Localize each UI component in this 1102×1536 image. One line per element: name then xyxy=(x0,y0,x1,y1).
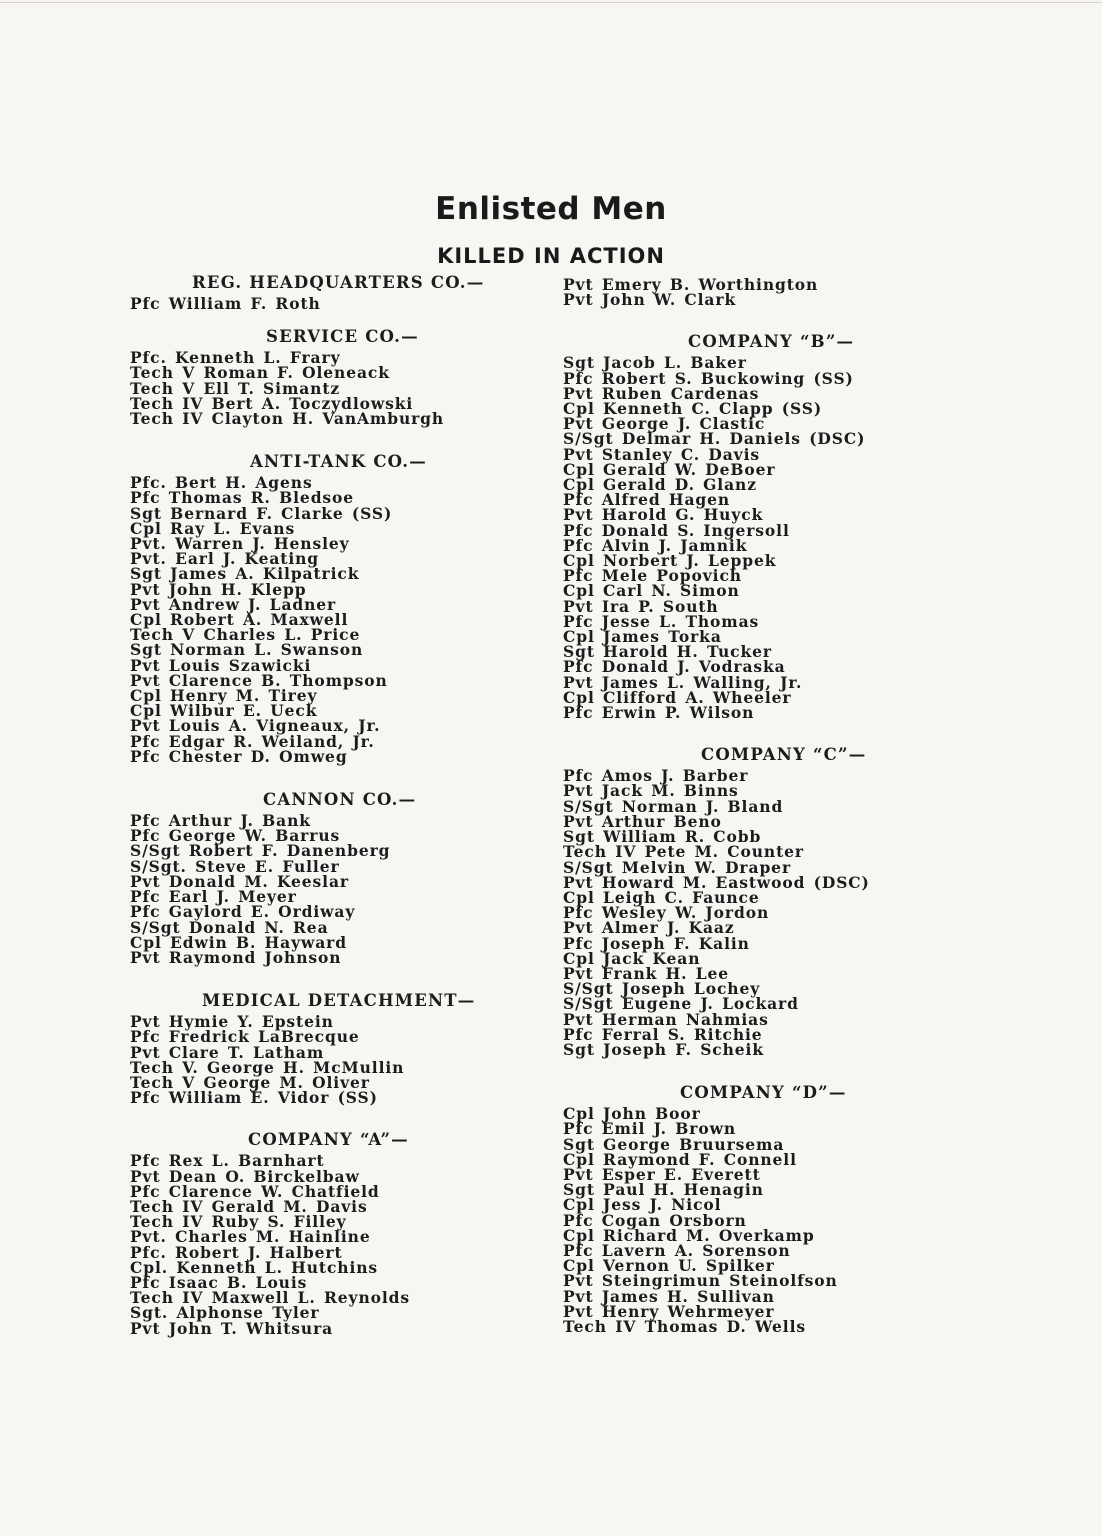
list-item: Pfc Joseph F. Kalin xyxy=(563,933,750,953)
list-item: Pvt Donald M. Keeslar xyxy=(130,871,349,891)
section-heading: CANNON CO.— xyxy=(263,790,417,810)
list-item: Pvt Ruben Cardenas xyxy=(563,383,760,403)
list-item: Cpl John Boor xyxy=(563,1104,701,1124)
list-item: Pfc Rex L. Barnhart xyxy=(130,1151,325,1171)
list-item: Pfc Arthur J. Bank xyxy=(130,811,311,831)
list-item: Pfc Jesse L. Thomas xyxy=(563,611,760,631)
section-heading: REG. HEADQUARTERS CO.— xyxy=(192,273,485,292)
right-column xyxy=(563,277,923,1334)
page-title: Enlisted Men xyxy=(435,190,667,227)
list-item: Pfc Clarence W. Chatfield xyxy=(130,1181,380,1201)
list-item: Pfc Donald S. Ingersoll xyxy=(563,520,790,540)
name-list xyxy=(563,275,923,310)
list-item: Pvt Almer J. Kaaz xyxy=(563,918,735,938)
list-item: Sgt Paul H. Henagin xyxy=(563,1180,764,1200)
name-list xyxy=(563,1106,923,1334)
list-item: Pvt Raymond Johnson xyxy=(130,947,342,967)
list-item: Tech V Charles L. Price xyxy=(130,625,361,645)
section-heading: COMPANY “D”— xyxy=(680,1083,847,1103)
list-item: Pvt James L. Walling, Jr. xyxy=(563,672,803,692)
list-item: Pvt Clarence B. Thompson xyxy=(130,670,388,690)
list-item: Tech IV Ruby S. Filley xyxy=(130,1212,347,1232)
name-list xyxy=(130,1012,530,1108)
list-item: Pfc Donald J. Vodraska xyxy=(563,657,786,677)
list-item: Tech IV Pete M. Counter xyxy=(563,842,804,862)
list-item: Tech V George M. Oliver xyxy=(130,1072,370,1092)
list-item: Pvt Frank H. Lee xyxy=(563,963,730,983)
list-item: Cpl Jack Kean xyxy=(563,948,701,968)
section-company-a xyxy=(130,1130,530,1338)
list-item: S/Sgt Eugene J. Lockard xyxy=(563,994,799,1014)
name-list xyxy=(563,768,923,1057)
section-company-b xyxy=(563,332,923,723)
list-item: Sgt Jacob L. Baker xyxy=(563,353,747,373)
list-item: Sgt Bernard F. Clarke (SS) xyxy=(130,503,393,523)
section-heading: ANTI-TANK CO.— xyxy=(250,452,427,472)
list-item: Pvt Jack M. Binns xyxy=(563,781,739,801)
list-item: Pfc. Kenneth L. Frary xyxy=(130,348,341,368)
list-item: Pvt Dean O. Birckelbaw xyxy=(130,1166,360,1186)
left-column xyxy=(130,273,530,1336)
list-item: Pfc Emil J. Brown xyxy=(563,1119,736,1139)
section-medical-detachment xyxy=(130,991,530,1108)
list-item: Pvt Arthur Beno xyxy=(563,811,722,831)
list-item: Pfc Alfred Hagen xyxy=(563,490,731,510)
list-item: S/Sgt Norman J. Bland xyxy=(563,796,784,816)
list-item: Cpl Norbert J. Leppek xyxy=(563,551,777,571)
name-list xyxy=(130,475,530,764)
name-list xyxy=(130,348,530,429)
list-item: Pfc Amos J. Barber xyxy=(563,766,749,786)
list-item: Pfc Erwin P. Wilson xyxy=(563,703,755,723)
list-item: Cpl Carl N. Simon xyxy=(563,581,740,601)
list-item: Cpl Edwin B. Hayward xyxy=(130,932,347,952)
list-item: Cpl Vernon U. Spilker xyxy=(563,1256,775,1276)
list-item: Cpl Ray L. Evans xyxy=(130,518,296,538)
page-subtitle: KILLED IN ACTION xyxy=(437,244,665,269)
list-item: Pfc. Robert J. Halbert xyxy=(130,1242,343,1262)
list-item: Sgt James A. Kilpatrick xyxy=(130,564,360,584)
list-item: Tech IV Maxwell L. Reynolds xyxy=(130,1288,411,1308)
list-item: Pfc. Bert H. Agens xyxy=(130,473,313,493)
list-item: Pfc Fredrick LaBrecque xyxy=(130,1027,360,1047)
list-item: Pfc Thomas R. Bledsoe xyxy=(130,488,355,508)
list-item: Pfc Ferral S. Ritchie xyxy=(563,1024,763,1044)
list-item: Pvt. Earl J. Keating xyxy=(130,549,320,569)
name-list xyxy=(130,1151,530,1338)
list-item: Pfc William E. Vidor (SS) xyxy=(130,1088,378,1108)
list-item: Pvt Howard M. Eastwood (DSC) xyxy=(563,872,870,892)
list-item: Pvt Steingrimun Steinolfson xyxy=(563,1271,838,1291)
list-item: Sgt Norman L. Swanson xyxy=(130,640,364,660)
section-company-c xyxy=(563,745,923,1057)
list-item: Sgt. Alphonse Tyler xyxy=(130,1303,320,1323)
list-item: Pfc William F. Roth xyxy=(130,294,321,313)
list-item: Pvt Clare T. Latham xyxy=(130,1042,325,1062)
section-continued xyxy=(563,275,923,310)
section-heading: SERVICE CO.— xyxy=(266,327,419,347)
list-item: Tech V. George H. McMullin xyxy=(130,1057,405,1077)
list-item: Pvt George J. Clastic xyxy=(563,414,766,434)
list-item: Sgt George Bruursema xyxy=(563,1134,785,1154)
list-item: Pvt Ira P. South xyxy=(563,596,719,616)
list-item: S/Sgt Delmar H. Daniels (DSC) xyxy=(563,429,866,449)
list-item: Pfc George W. Barrus xyxy=(130,826,341,846)
list-item: Cpl Gerald D. Glanz xyxy=(563,475,757,495)
list-item: S/Sgt Robert F. Danenberg xyxy=(130,841,391,861)
list-item: Tech IV Clayton H. VanAmburgh xyxy=(130,409,445,429)
list-item: Tech V Ell T. Simantz xyxy=(130,378,341,398)
list-item: Pvt John T. Whitsura xyxy=(130,1318,334,1338)
list-item: Pvt John H. Klepp xyxy=(130,579,307,599)
list-item: Cpl Richard M. Overkamp xyxy=(563,1225,815,1245)
list-item: Pvt Stanley C. Davis xyxy=(563,444,760,464)
list-item: Cpl Leigh C. Faunce xyxy=(563,887,760,907)
list-item: Pvt Louis Szawicki xyxy=(130,655,312,675)
list-item: S/Sgt Joseph Lochey xyxy=(563,979,761,999)
section-company-d xyxy=(563,1083,923,1334)
list-item: Pfc Chester D. Omweg xyxy=(130,746,348,766)
list-item: Pfc Robert S. Buckowing (SS) xyxy=(563,368,854,388)
list-item: Cpl Wilbur E. Ueck xyxy=(130,701,318,721)
list-item: Pfc Earl J. Meyer xyxy=(130,887,297,907)
list-item: Pfc Wesley W. Jordon xyxy=(563,903,770,923)
list-item: Pfc Lavern A. Sorenson xyxy=(563,1240,791,1260)
page-top-rule xyxy=(0,2,1102,3)
list-item: Pfc Gaylord E. Ordiway xyxy=(130,902,356,922)
section-heading: COMPANY “B”— xyxy=(688,332,855,352)
section-heading: MEDICAL DETACHMENT— xyxy=(202,991,476,1011)
list-item: Cpl Jess J. Nicol xyxy=(563,1195,722,1215)
list-item: Tech IV Bert A. Toczydlowski xyxy=(130,393,414,413)
list-item: Pfc Edgar R. Weiland, Jr. xyxy=(130,731,375,751)
list-item: Sgt Harold H. Tucker xyxy=(563,642,772,662)
list-item: Pvt Andrew J. Ladner xyxy=(130,594,337,614)
list-item: Pvt Esper E. Everett xyxy=(563,1164,761,1184)
list-item: Cpl James Torka xyxy=(563,627,722,647)
list-item: Pvt. Warren J. Hensley xyxy=(130,534,350,554)
section-service-co xyxy=(130,327,530,429)
name-list xyxy=(130,813,530,965)
list-item: Pvt. Charles M. Hainline xyxy=(130,1227,371,1247)
name-list xyxy=(130,296,530,311)
section-cannon-co xyxy=(130,790,530,965)
list-item: Cpl Raymond F. Connell xyxy=(563,1149,797,1169)
list-item: Pfc Mele Popovich xyxy=(563,566,742,586)
list-item: Cpl Clifford A. Wheeler xyxy=(563,687,792,707)
list-item: Tech IV Gerald M. Davis xyxy=(130,1196,368,1216)
section-heading: COMPANY “A”— xyxy=(248,1130,409,1150)
list-item: Tech V Roman F. Oleneack xyxy=(130,363,390,383)
list-item: S/Sgt Melvin W. Draper xyxy=(563,857,792,877)
list-item: Pvt John W. Clark xyxy=(563,290,737,310)
list-item: Pvt Henry Wehrmeyer xyxy=(563,1301,775,1321)
section-anti-tank-co xyxy=(130,452,530,764)
list-item: Sgt William R. Cobb xyxy=(563,827,762,847)
list-item: Pfc Cogan Orsborn xyxy=(563,1210,747,1230)
list-item: Pvt Hymie Y. Epstein xyxy=(130,1012,334,1032)
section-heading: COMPANY “C”— xyxy=(701,745,867,765)
list-item: Pvt James H. Sullivan xyxy=(563,1286,775,1306)
list-item: Cpl Gerald W. DeBoer xyxy=(563,459,776,479)
list-item: Cpl Kenneth C. Clapp (SS) xyxy=(563,399,823,419)
list-item: Sgt Joseph F. Scheik xyxy=(563,1039,764,1059)
list-item: Tech IV Thomas D. Wells xyxy=(563,1316,806,1336)
section-reg-headquarters-co xyxy=(130,273,530,311)
list-item: Pvt Emery B. Worthington xyxy=(563,275,819,294)
list-item: Cpl. Kenneth L. Hutchins xyxy=(130,1257,379,1277)
list-item: Cpl Henry M. Tirey xyxy=(130,686,318,706)
list-item: Pvt Louis A. Vigneaux, Jr. xyxy=(130,716,381,736)
list-item: S/Sgt. Steve E. Fuller xyxy=(130,856,340,876)
list-item: Cpl Robert A. Maxwell xyxy=(130,610,349,630)
list-item: Pfc Isaac B. Louis xyxy=(130,1272,308,1292)
list-item: Pvt Harold G. Huyck xyxy=(563,505,764,525)
list-item: Pfc Alvin J. Jamnik xyxy=(563,535,748,555)
list-item: S/Sgt Donald N. Rea xyxy=(130,917,329,937)
name-list xyxy=(563,353,923,723)
list-item: Pvt Herman Nahmias xyxy=(563,1009,769,1029)
